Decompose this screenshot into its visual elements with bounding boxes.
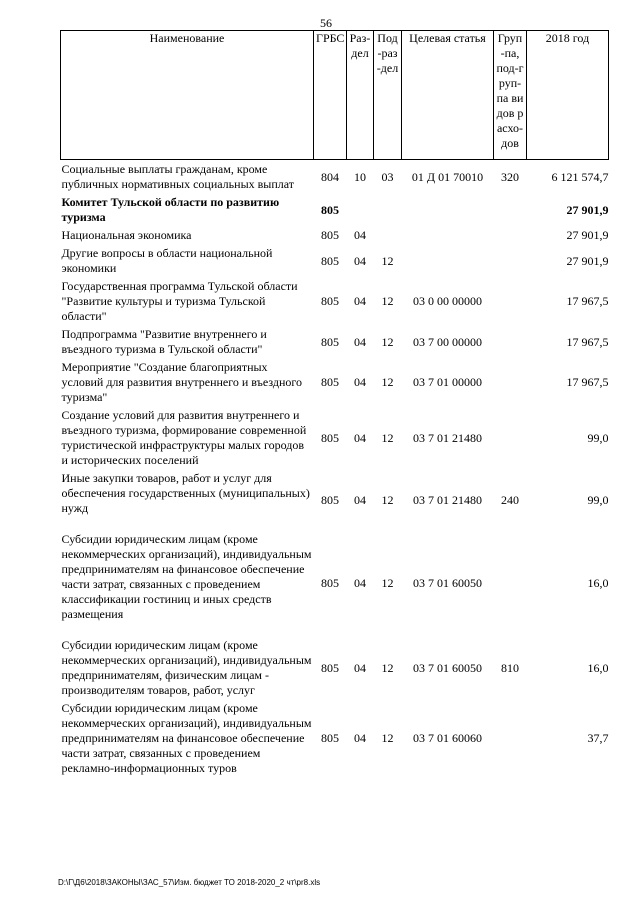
cell-name: Создание условий для развития внутреннего и въездного туризма, формирование современной туристической инфраструктуры малых городов и исторических поселений [61, 408, 307, 467]
cell-podrazdel: 12 [381, 731, 394, 745]
cell-amount-2018: 27 901,9 [566, 253, 609, 268]
table-row [61, 277, 609, 325]
header-podrazdel: Под-раз-дел [374, 31, 402, 160]
table-header-row [61, 31, 609, 160]
cell-target-article: 03 7 01 00000 [413, 375, 482, 389]
cell-name: Комитет Тульской области по развитию туризма [61, 195, 280, 224]
header-name: Наименование [61, 31, 314, 160]
cell-amount-2018: 17 967,5 [566, 375, 609, 389]
cell-podrazdel: 12 [381, 660, 394, 675]
cell-expense-group: 240 [501, 492, 519, 507]
cell-target-article [402, 193, 494, 226]
cell-amount-2018: 17 967,5 [566, 294, 609, 308]
cell-name: Государственная программа Тульской области "Развитие культуры и туризма Тульской области" [61, 279, 298, 323]
cell-target-article: 03 7 00 00000 [413, 334, 482, 349]
cell-grbs: 804 [321, 169, 339, 184]
cell-grbs: 805 [321, 228, 339, 242]
table-row [61, 699, 609, 777]
cell-target-article: 03 7 01 21480 [413, 430, 482, 445]
cell-podrazdel: 12 [381, 294, 394, 308]
cell-podrazdel [374, 193, 402, 226]
cell-grbs: 805 [321, 576, 339, 590]
table-row [61, 530, 609, 636]
cell-razdel: 04 [354, 660, 366, 675]
cell-podrazdel: 12 [381, 334, 394, 349]
cell-expense-group [494, 193, 527, 226]
cell-expense-group [494, 226, 527, 244]
budget-table-container [60, 30, 608, 777]
cell-target-article: 03 7 01 60050 [413, 660, 482, 675]
budget-table [60, 30, 609, 777]
table-row [61, 636, 609, 699]
header-expense-group: Груп-па, под-груп-па видов расхо-дов [494, 31, 527, 160]
cell-razdel: 04 [354, 334, 366, 349]
cell-amount-2018: 27 901,9 [566, 228, 609, 242]
table-row [61, 193, 609, 226]
cell-grbs: 805 [321, 253, 339, 268]
table-row [61, 244, 609, 277]
cell-grbs: 805 [321, 334, 339, 349]
table-row [61, 358, 609, 406]
cell-name: Национальная экономика [61, 228, 192, 242]
cell-target-article: 03 7 01 21480 [413, 492, 482, 507]
cell-target-article: 03 0 00 00000 [413, 294, 482, 308]
cell-razdel: 04 [354, 294, 366, 308]
cell-amount-2018: 17 967,5 [566, 334, 609, 349]
header-target-article: Целевая статья [402, 31, 494, 160]
cell-target-article [402, 226, 494, 244]
cell-podrazdel: 03 [381, 169, 394, 184]
cell-name: Субсидии юридическим лицам (кроме некоммерческих организаций), индивидуальным предпринимателям, физическим лицам - производителям товаров, работ, услуг [61, 638, 312, 697]
cell-name: Другие вопросы в области национальной экономики [61, 246, 273, 275]
cell-podrazdel: 12 [381, 375, 394, 389]
cell-razdel [347, 193, 374, 226]
cell-amount-2018: 27 901,9 [566, 202, 609, 217]
cell-target-article: 01 Д 01 70010 [411, 169, 484, 184]
table-row [61, 469, 609, 530]
table-row [61, 160, 609, 194]
cell-target-article: 03 7 01 60050 [413, 576, 482, 590]
cell-grbs: 805 [321, 492, 339, 507]
cell-podrazdel: 12 [381, 576, 394, 590]
cell-expense-group [494, 358, 527, 406]
header-grbs: ГРБС [314, 31, 347, 160]
cell-name: Мероприятие "Создание благоприятных условий для развития внутреннего и въездного туризма" [61, 360, 303, 404]
cell-expense-group: 320 [501, 169, 519, 184]
cell-name: Субсидии юридическим лицам (кроме некоммерческих организаций), индивидуальным предпринимателям на финансовое обеспечение части затрат, связанных с проведением классификации гостиниц и иных средств размещения [61, 532, 312, 621]
cell-expense-group [494, 699, 527, 777]
table-row [61, 226, 609, 244]
cell-name: Социальные выплаты гражданам, кроме публичных нормативных социальных выплат [61, 162, 295, 191]
header-year-2018: 2018 год [527, 31, 609, 160]
cell-expense-group [494, 406, 527, 469]
cell-expense-group [494, 325, 527, 358]
cell-podrazdel: 12 [381, 492, 394, 507]
cell-razdel: 04 [354, 576, 366, 590]
cell-amount-2018: 99,0 [587, 492, 609, 507]
cell-name: Подпрограмма "Развитие внутреннего и въездного туризма в Тульской области" [61, 327, 267, 356]
cell-podrazdel: 12 [381, 253, 394, 268]
cell-razdel: 10 [354, 169, 366, 184]
page-number: 56 [320, 16, 332, 30]
cell-grbs: 805 [321, 731, 339, 745]
cell-name: Иные закупки товаров, работ и услуг для обеспечения государственных (муниципальных) нужд [61, 471, 310, 515]
table-row [61, 406, 609, 469]
cell-razdel: 04 [354, 228, 366, 242]
cell-grbs: 805 [321, 660, 339, 675]
table-row [61, 325, 609, 358]
cell-razdel: 04 [354, 492, 366, 507]
cell-grbs: 805 [321, 202, 339, 217]
cell-amount-2018: 6 121 574,7 [551, 169, 609, 184]
file-path-footer: D:\Г\Д6\2018\ЗАКОНЫ\ЗАС_57\Изм. бюджет ТО 2018-2020_2 чт\pr8.xls [58, 878, 321, 887]
cell-amount-2018: 16,0 [587, 576, 609, 590]
cell-target-article: 03 7 01 60060 [413, 731, 482, 745]
cell-expense-group [494, 277, 527, 325]
cell-name: Субсидии юридическим лицам (кроме некоммерческих организаций), индивидуальным предпринимателям на финансовое обеспечение части затрат, связанных с проведением рекламно-информационных туров [61, 701, 312, 775]
cell-amount-2018: 37,7 [587, 731, 609, 745]
table-body [61, 160, 609, 778]
cell-expense-group [494, 530, 527, 636]
cell-grbs: 805 [321, 294, 339, 308]
header-razdel: Раз-дел [347, 31, 374, 160]
cell-razdel: 04 [354, 731, 366, 745]
cell-razdel: 04 [354, 253, 366, 268]
cell-expense-group [494, 244, 527, 277]
cell-amount-2018: 16,0 [587, 660, 609, 675]
cell-target-article [402, 244, 494, 277]
cell-grbs: 805 [321, 375, 339, 389]
cell-razdel: 04 [354, 430, 366, 445]
cell-expense-group: 810 [501, 660, 519, 675]
cell-grbs: 805 [321, 430, 339, 445]
cell-podrazdel [374, 226, 402, 244]
cell-razdel: 04 [354, 375, 366, 389]
cell-amount-2018: 99,0 [587, 430, 609, 445]
cell-podrazdel: 12 [381, 430, 394, 445]
